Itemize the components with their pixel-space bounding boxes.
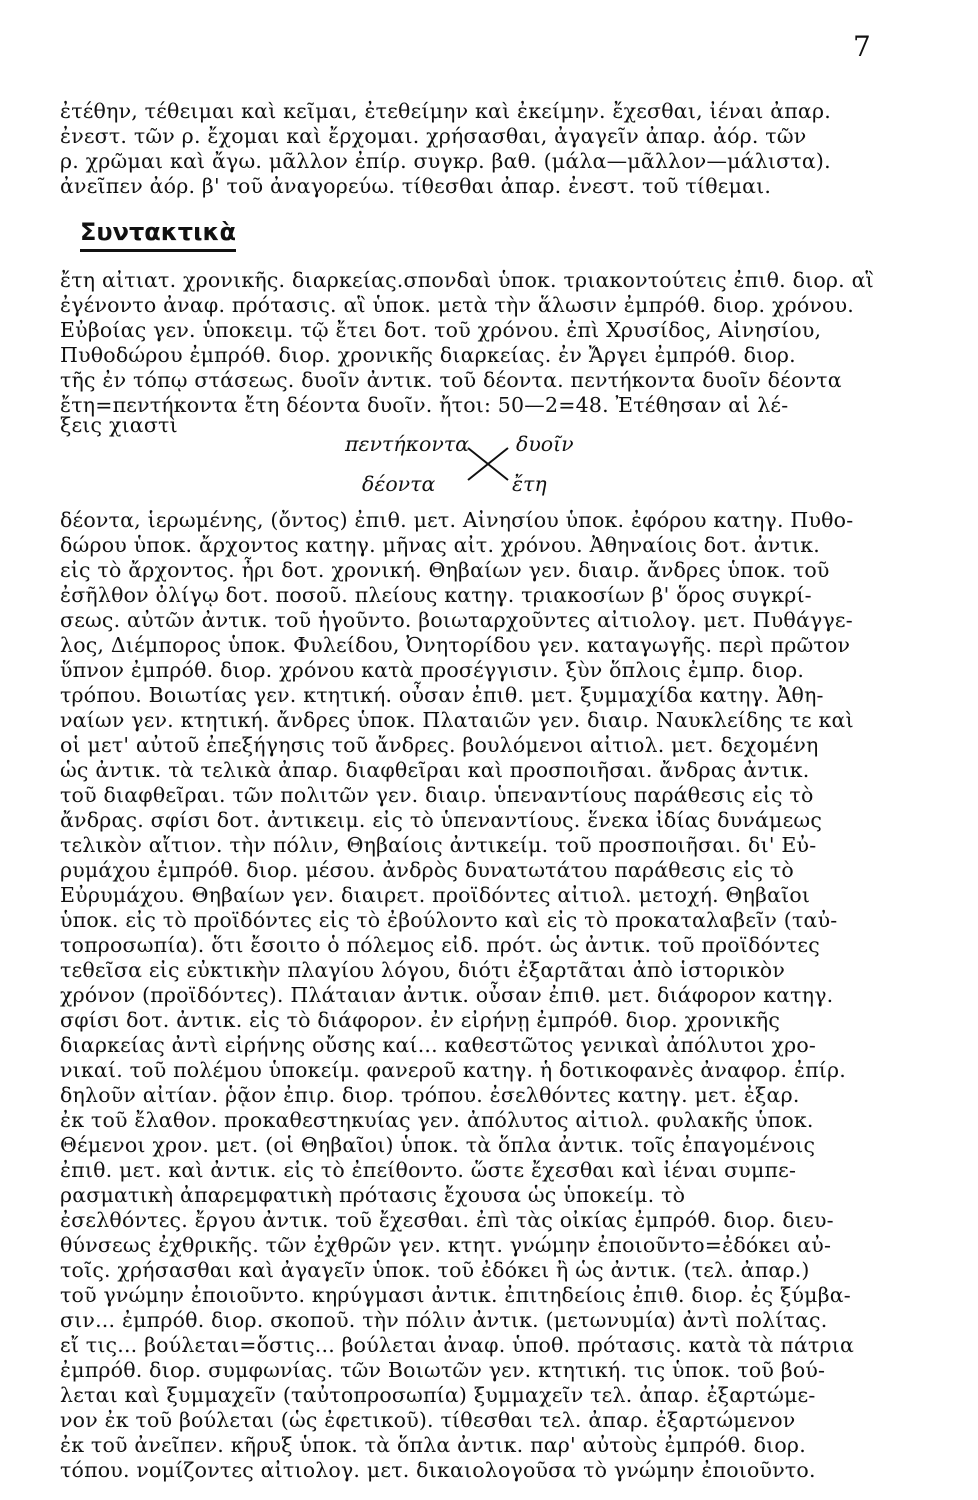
text-line: τοῦ διαφθεῖραι. τῶν πολιτῶν γεν. διαιρ. ὑπεναντίους παράθεσις εἰς τὸ <box>60 783 814 807</box>
text-line: νον ἐκ τοῦ βούλεται (ὡς ἐφετικοῦ). τίθεσθαι τελ. ἀπαρ. ἐξαρτώμενον <box>60 1408 796 1432</box>
section-heading: Συντακτικὰ <box>80 218 236 252</box>
text-line: δηλοῦν αἰτίαν. ῥᾷον ἐπιρ. διορ. τρόπου. ἐσελθόντες κατηγ. μετ. ἐξαρ. <box>60 1083 800 1107</box>
text-line: δέοντα, ἱερωμένης, (ὄντος) ἐπιθ. μετ. Αἰνησίου ὑποκ. ἐφόρου κατηγ. Πυθο- <box>60 508 854 532</box>
text-line: τρόπου. Βοιωτίας γεν. κτητική. οὖσαν ἐπιθ. μετ. ξυμμαχίδα κατηγ. Ἀθη- <box>60 683 824 707</box>
text-line: ἄνδρας. σφίσι δοτ. ἀντικειμ. εἰς τὸ ὑπεναντίους. ἕνεκα ἰδίας δυνάμεως <box>60 808 822 832</box>
text-line: τεθεῖσα εἰς εὐκτικὴν πλαγίου λόγου, διότι ἐξαρτᾶται ἀπὸ ἱστορικὸν <box>60 958 785 982</box>
chiasm-cross-icon <box>466 446 510 482</box>
text-line: Πυθοδώρου ἐμπρόθ. διορ. χρονικῆς διαρκείας. ἐν Ἄργει ἐμπρόθ. διορ. <box>60 343 796 367</box>
text-line: νικαί. τοῦ πολέμου ὑποκείμ. φανεροῦ κατηγ. ἡ δοτικοφανὲς ἀναφορ. ἐπίρ. <box>60 1058 846 1082</box>
text-line: ὡς ἀντικ. τὰ τελικὰ ἀπαρ. διαφθεῖραι καὶ προσποιῆσαι. ἄνδρας ἀντικ. <box>60 758 810 782</box>
text-line: ναίων γεν. κτητική. ἄνδρες ὑποκ. Πλαταιῶν γεν. διαιρ. Ναυκλείδης τε καὶ <box>60 708 854 732</box>
text-line: ξεις χιαστὶ <box>60 413 178 437</box>
text-line: ὑποκ. εἰς τὸ προϊδόντες εἰς τὸ ἐβούλοντο καὶ εἰς τὸ προκαταλαβεῖν (ταὐ- <box>60 908 838 932</box>
chiasm-bottom-right: ἔτη <box>512 472 547 496</box>
text-line: Θέμενοι χρον. μετ. (οἱ Θηβαῖοι) ὑποκ. τὰ ὅπλα ἀντικ. τοῖς ἐπαγομένοις <box>60 1133 816 1157</box>
text-line: ρασματικὴ ἀπαρεμφατικὴ πρότασις ἔχουσα ὡς ὑποκείμ. τὸ <box>60 1183 686 1207</box>
text-line: ἐκ τοῦ ἀνεῖπεν. κῆρυξ ὑποκ. τὰ ὅπλα ἀντικ. παρ' αὐτοὺς ἐμπρόθ. διορ. <box>60 1433 806 1457</box>
text-line: ἐκ τοῦ ἔλαθον. προκαθεστηκυίας γεν. ἀπόλυτος αἰτιολ. φυλακῆς ὑποκ. <box>60 1108 814 1132</box>
text-line: ρυμάχου ἐμπρόθ. διορ. μέσου. ἀνδρὸς δυνατωτάτου παράθεσις εἰς τὸ <box>60 858 794 882</box>
text-line: ἐμπρόθ. διορ. συμφωνίας. τῶν Βοιωτῶν γεν. κτητική. τις ὑποκ. τοῦ βού- <box>60 1358 826 1382</box>
text-line: ἐγένοντο ἀναφ. πρότασις. αἳ ὑποκ. μετὰ τὴν ἅλωσιν ἐμπρόθ. διορ. χρόνου. <box>60 293 854 317</box>
text-line: ἐσελθόντες. ἔργου ἀντικ. τοῦ ἔχεσθαι. ἐπὶ τὰς οἰκίας ἐμπρόθ. διορ. διευ- <box>60 1208 834 1232</box>
text-line: χρόνον (προϊδόντες). Πλάταιαν ἀντικ. οὖσαν ἐπιθ. μετ. διάφορον κατηγ. <box>60 983 834 1007</box>
text-line: ρ. χρῶμαι καὶ ἄγω. μᾶλλον ἐπίρ. συγκρ. βαθ. (μάλα—μᾶλλον—μάλιστα). <box>60 149 831 173</box>
text-line: τοῦ γνώμην ἐποιοῦντο. κηρύγμασι ἀντικ. ἐπιτηδείοις ἐπιθ. διορ. ἐς ξύμβα- <box>60 1283 851 1307</box>
text-line: λος, Διέμπορος ὑποκ. Φυλείδου, Ὀνητορίδου γεν. καταγωγῆς. περὶ πρῶτον <box>60 633 851 657</box>
chiasm-top-right: δυοῖν <box>516 432 574 456</box>
chiasm-top-left: πεντήκοντα <box>345 432 469 456</box>
text-line: σφίσι δοτ. ἀντικ. εἰς τὸ διάφορον. ἐν εἰρήνῃ ἐμπρόθ. διορ. χρονικῆς <box>60 1008 781 1032</box>
text-line: δώρου ὑποκ. ἄρχοντος κατηγ. μῆνας αἰτ. χρόνου. Ἀθηναίοις δοτ. ἀντικ. <box>60 533 821 557</box>
text-line: σιν... ἐμπρόθ. διορ. σκοποῦ. τὴν πόλιν ἀντικ. (μετωνυμία) ἀντὶ πολίτας. <box>60 1308 828 1332</box>
text-line: τελικὸν αἴτιον. τὴν πόλιν, Θηβαίοις ἀντικείμ. τοῦ προσποιῆσαι. δι' Εὐ- <box>60 833 817 857</box>
text-line: θύνσεως ἐχθρικῆς. τῶν ἐχθρῶν γεν. κτητ. γνώμην ἐποιοῦντο=ἐδόκει αὐ- <box>60 1233 832 1257</box>
text-line: διαρκείας ἀντὶ εἰρήνης οὔσης καί... καθεστῶτος γενικαὶ ἀπόλυτοι χρο- <box>60 1033 816 1057</box>
text-line: τοπροσωπία). ὅτι ἔσοιτο ὁ πόλεμος εἰδ. πρότ. ὡς ἀντικ. τοῦ προϊδόντες <box>60 933 820 957</box>
text-line: εἴ τις... βούλεται=ὅστις... βούλεται ἀναφ. ὑποθ. πρότασις. κατὰ τὰ πάτρια <box>60 1333 855 1357</box>
text-line: τοῖς. χρήσασθαι καὶ ἀγαγεῖν ὑποκ. τοῦ ἐδόκει ἢ ὡς ἀντικ. (τελ. ἀπαρ.) <box>60 1258 810 1282</box>
text-line: τόπου. νομίζοντες αἰτιολογ. μετ. δικαιολογοῦσα τὸ γνώμην ἐποιοῦντο. <box>60 1458 816 1482</box>
text-line: οἱ μετ' αὐτοῦ ἐπεξήγησις τοῦ ἄνδρες. βουλόμενοι αἰτιολ. μετ. δεχομένη <box>60 733 819 757</box>
text-line: ἐσῆλθον ὀλίγῳ δοτ. ποσοῦ. πλείους κατηγ. τριακοσίων β' ὅρος συγκρί- <box>60 583 812 607</box>
chiasm-bottom-left: δέοντα <box>362 472 436 496</box>
text-line: ἀνεῖπεν ἀόρ. β' τοῦ ἀναγορεύω. τίθεσθαι ἀπαρ. ἐνεστ. τοῦ τίθεμαι. <box>60 174 772 198</box>
text-line: ἔτη αἰτιατ. χρονικῆς. διαρκείας.σπονδαὶ ὑποκ. τριακοντούτεις ἐπιθ. διορ. αἳ <box>60 268 874 292</box>
text-line: εἰς τὸ ἄρχοντος. ἦρι δοτ. χρονική. Θηβαίων γεν. διαιρ. ἄνδρες ὑποκ. τοῦ <box>60 558 830 582</box>
text-line: ἐπιθ. μετ. καὶ ἀντικ. εἰς τὸ ἐπείθοντο. ὥστε ἔχεσθαι καὶ ἰέναι συμπε- <box>60 1158 797 1182</box>
text-line: ἐτέθην, τέθειμαι καὶ κεῖμαι, ἐτεθείμην καὶ ἐκείμην. ἔχεσθαι, ἰέναι ἀπαρ. <box>60 99 831 123</box>
text-line: λεται καὶ ξυμμαχεῖν (ταὐτοπροσωπία) ξυμμαχεῖν τελ. ἀπαρ. ἐξαρτώμε- <box>60 1383 816 1407</box>
text-line: σεως. αὐτῶν ἀντικ. τοῦ ἡγοῦντο. βοιωταρχοῦντες αἰτιολογ. μετ. Πυθάγγε- <box>60 608 853 632</box>
text-line: ἔτη=πεντήκοντα ἔτη δέοντα δυοῖν. ἤτοι: 50—2=48. Ἐτέθησαν αἱ λέ- <box>60 393 789 417</box>
text-line: Εὐβοίας γεν. ὑποκειμ. τῷ ἔτει δοτ. τοῦ χρόνου. ἐπὶ Χρυσίδος, Αἰνησίου, <box>60 318 822 342</box>
text-line: ἐνεστ. τῶν ρ. ἔχομαι καὶ ἔρχομαι. χρήσασθαι, ἀγαγεῖν ἀπαρ. ἀόρ. τῶν <box>60 124 807 148</box>
page-number: 7 <box>853 30 871 63</box>
text-line: ὕπνον ἐμπρόθ. διορ. χρόνου κατὰ προσέγγισιν. ξὺν ὅπλοις ἐμπρ. διορ. <box>60 658 805 682</box>
text-line: τῆς ἐν τόπῳ στάσεως. δυοῖν ἀντικ. τοῦ δέοντα. πεντήκοντα δυοῖν δέοντα <box>60 368 842 392</box>
text-line: Εὐρυμάχου. Θηβαίων γεν. διαιρετ. προϊδόντες αἰτιολ. μετοχή. Θηβαῖοι <box>60 883 811 907</box>
